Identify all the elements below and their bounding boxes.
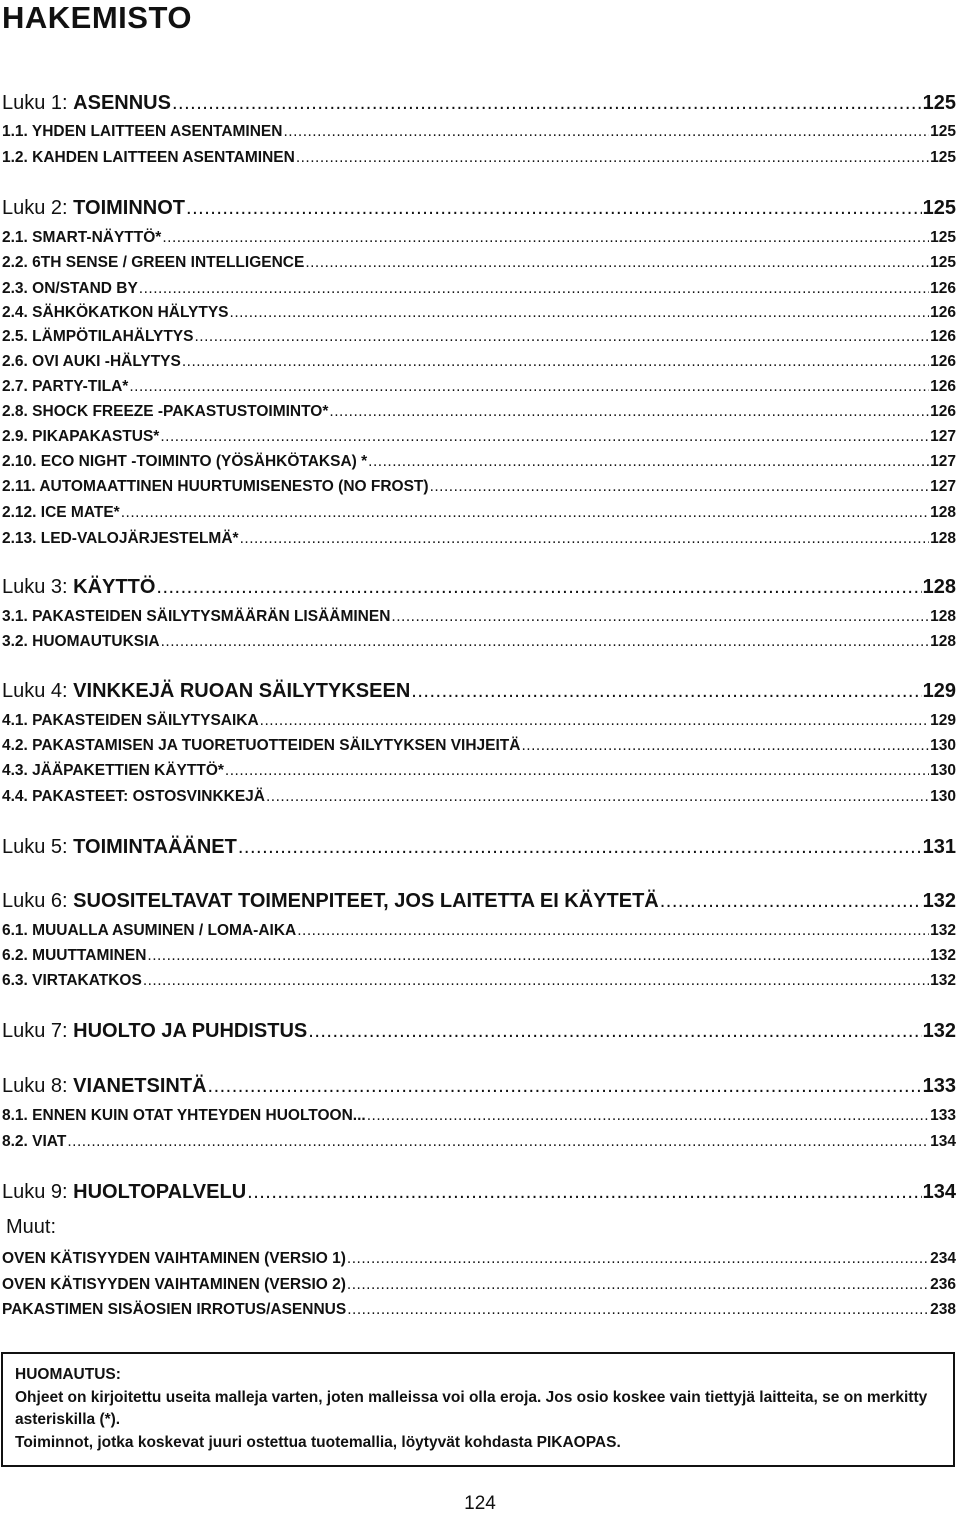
toc-chapter-name: ASENNUS [73,92,171,114]
toc-page-number: 126 [930,304,956,321]
dot-leader [266,788,929,806]
toc-section-row[interactable] [2,1301,956,1319]
toc-page-number: 126 [930,353,956,370]
toc-chapter-row[interactable] [2,92,956,115]
toc-page-number: 238 [930,1301,956,1318]
toc-page-number: 128 [930,504,956,521]
toc-chapter-name: VINKKEJÄ RUOAN SÄILYTYKSEEN [73,680,411,702]
toc-section-row[interactable] [2,712,956,730]
dot-leader [156,576,921,599]
dot-leader [347,1250,929,1268]
dot-leader [347,1276,929,1294]
toc-page-number: 128 [930,530,956,547]
toc-chapter-row[interactable] [2,1075,956,1098]
dot-leader [260,712,929,730]
toc-chapter-label [2,1181,246,1204]
toc-chapter-row[interactable] [2,890,956,913]
dot-leader [305,254,929,272]
dot-leader [283,123,929,141]
toc-chapter-prefix: Luku 4: [2,680,74,702]
toc-chapter-label [2,680,410,703]
toc-page-number: 132 [930,972,956,989]
toc-section-label: 6.1. MUUALLA ASUMINEN / LOMA-AIKA [2,922,297,939]
dot-leader [143,972,929,990]
toc-page-number: 132 [930,947,956,964]
toc-page-number: 125 [930,254,956,271]
note-text-1: Ohjeet on kirjoitettu useita malleja varten, joten malleissa voi olla eroja. Jos osio koskee vain tiettyjä laitteita, se on merkitty asteriskilla (*). [15,1388,928,1428]
toc-section-label: 6.3. VIRTAKATKOS [2,972,142,989]
toc-section-row[interactable] [2,737,956,755]
toc-page-number: 125 [930,229,956,246]
toc-section-label: 4.2. PAKASTAMISEN JA TUORETUOTTEIDEN SÄILYTYKSEN VIHJEITÄ [2,737,521,754]
toc-section-row[interactable] [2,972,956,990]
dot-leader [162,229,929,247]
dot-leader [430,478,930,496]
note-heading: HUOMAUTUS: [15,1366,121,1383]
toc-page-number: 125 [930,123,956,140]
dot-leader [160,428,929,446]
toc-page-number: 126 [930,328,956,345]
note-box [1,1352,955,1467]
toc-section-row[interactable] [2,229,956,247]
dot-leader [182,353,929,371]
toc-page-number: 128 [922,576,956,598]
toc-section-row[interactable] [2,922,956,940]
toc-page-number: 128 [930,633,956,650]
dot-leader [161,633,930,651]
toc-chapter-label [2,197,185,220]
toc-page-number: 132 [930,922,956,939]
dot-leader [139,280,929,298]
dot-leader [230,304,930,322]
toc-section-label: 3.2. HUOMAUTUKSIA [2,633,160,650]
dot-leader [238,836,922,859]
dot-leader [329,403,929,421]
toc-chapter-label [2,836,237,859]
toc-page-number: 234 [930,1250,956,1267]
toc-section-row[interactable] [2,1133,956,1151]
dot-leader [121,504,929,522]
toc-chapter-label [2,1020,307,1043]
toc-section-row[interactable] [2,304,956,322]
toc-chapter-row[interactable] [2,680,956,703]
toc-page-number: 126 [930,280,956,297]
dot-leader [67,1133,929,1151]
toc-section-label: 4.3. JÄÄPAKETTIEN KÄYTTÖ* [2,762,224,779]
toc-section-row[interactable] [2,1250,956,1268]
toc-page-number: 130 [930,737,956,754]
toc-chapter-prefix: Luku 7: [2,1020,74,1042]
toc-chapter-name: SUOSITELTAVAT TOIMENPITEET, JOS LAITETTA EI KÄYTETÄ [73,890,659,912]
page-title: HAKEMISTO [2,0,192,35]
toc-section-row[interactable] [2,478,956,496]
toc-page-number: 128 [930,608,956,625]
dot-leader [247,1181,921,1204]
toc-page-number: 125 [922,92,956,114]
toc-chapter-prefix: Luku 2: [2,197,74,219]
toc-section-label: 2.6. OVI AUKI -HÄLYTYS [2,353,181,370]
toc-page-number: 126 [930,378,956,395]
toc-chapter-name: HUOLTOPALVELU [73,1181,247,1203]
toc-page-number: 134 [930,1133,956,1150]
toc-section-label: 4.1. PAKASTEIDEN SÄILYTYSAIKA [2,712,259,729]
toc-section-label: 2.4. SÄHKÖKATKON HÄLYTYS [2,304,229,321]
dot-leader [347,1301,929,1319]
toc-chapter-label [2,92,171,115]
toc-section-row[interactable] [2,608,956,626]
toc-section-row[interactable] [2,254,956,272]
toc-section-label: 6.2. MUUTTAMINEN [2,947,147,964]
toc-section-row[interactable] [2,762,956,780]
toc-section-row[interactable] [2,123,956,141]
toc-chapter-name: VIANETSINTÄ [73,1075,207,1097]
dot-leader [660,890,922,913]
toc-chapter-label [2,576,155,599]
dot-leader [411,680,921,703]
toc-section-label: 2.12. ICE MATE* [2,504,120,521]
toc-section-row[interactable] [2,280,956,298]
toc-page-number: 132 [922,890,956,912]
toc-chapter-prefix: Luku 9: [2,1181,74,1203]
dot-leader [368,453,929,471]
toc-section-row[interactable] [2,530,956,548]
page-number: 124 [464,1493,496,1514]
toc-section-row[interactable] [2,1276,956,1294]
toc-section-row[interactable] [2,788,956,806]
toc-section-label: 8.1. ENNEN KUIN OTAT YHTEYDEN HUOLTOON... [2,1107,366,1124]
toc-section-label: 2.13. LED-VALOJÄRJESTELMÄ* [2,530,239,547]
dot-leader [172,92,922,115]
toc-section-row[interactable] [2,504,956,522]
dot-leader [308,1020,921,1043]
muut-heading: Muut: [6,1216,57,1238]
toc-section-label: 2.11. AUTOMAATTINEN HUURTUMISENESTO (NO FROST) [2,478,429,495]
toc-page-number: 133 [930,1107,956,1124]
dot-leader [367,1107,929,1125]
dot-leader [297,922,929,940]
toc-page-number: 127 [930,478,956,495]
toc-section-label: 1.1. YHDEN LAITTEEN ASENTAMINEN [2,123,283,140]
toc-section-label: 2.10. ECO NIGHT -TOIMINTO (YÖSÄHKÖTAKSA) * [2,453,368,470]
toc-section-label: PAKASTIMEN SISÄOSIEN IRROTUS/ASENNUS [2,1301,347,1318]
toc-page-number: 130 [930,762,956,779]
dot-leader [186,197,922,220]
toc-section-label: 1.2. KAHDEN LAITTEEN ASENTAMINEN [2,149,295,166]
toc-page-number: 127 [930,428,956,445]
toc-page-number: 125 [930,149,956,166]
toc-section-label: 2.3. ON/STAND BY [2,280,138,297]
toc-page-number: 130 [930,788,956,805]
dot-leader [240,530,930,548]
toc-section-label: 2.7. PARTY-TILA* [2,378,129,395]
toc-chapter-row[interactable] [2,836,956,859]
dot-leader [521,737,929,755]
dot-leader [129,378,929,396]
toc-chapter-name: HUOLTO JA PUHDISTUS [73,1020,308,1042]
dot-leader [208,1075,922,1098]
toc-page-number: 236 [930,1276,956,1293]
toc-chapter-prefix: Luku 6: [2,890,74,912]
toc-section-row[interactable] [2,428,956,446]
toc-chapter-prefix: Luku 1: [2,92,74,114]
dot-leader [296,149,929,167]
toc-chapter-prefix: Luku 5: [2,836,74,858]
toc-section-row[interactable] [2,328,956,346]
toc-page-number: 126 [930,403,956,420]
note-text-2: Toiminnot, jotka koskevat juuri ostettua tuotemallia, löytyvät kohdasta PIKAOPAS. [15,1433,621,1451]
toc-section-row[interactable] [2,947,956,965]
toc-section-row[interactable] [2,378,956,396]
dot-leader [147,947,929,965]
toc-page-number: 132 [922,1020,956,1042]
toc-page-number: 129 [922,680,956,702]
toc-chapter-name: TOIMINNOT [73,197,186,219]
toc-section-label: OVEN KÄTISYYDEN VAIHTAMINEN (VERSIO 1) [2,1250,346,1267]
toc-chapter-name: TOIMINTAÄÄNET [73,836,237,858]
toc-section-label: 2.1. SMART-NÄYTTÖ* [2,229,162,246]
toc-chapter-row[interactable] [2,197,956,220]
toc-page-number: 129 [930,712,956,729]
toc-chapter-row[interactable] [2,576,956,599]
toc-section-row[interactable] [2,633,956,651]
toc-section-row[interactable] [2,1107,956,1125]
toc-page-number: 134 [922,1181,956,1203]
toc-section-row[interactable] [2,149,956,167]
dot-leader [194,328,929,346]
toc-section-label: 2.9. PIKAPAKASTUS* [2,428,160,445]
toc-section-label: 4.4. PAKASTEET: OSTOSVINKKEJÄ [2,788,265,805]
toc-chapter-name: KÄYTTÖ [73,576,156,598]
toc-section-label: 3.1. PAKASTEIDEN SÄILYTYSMÄÄRÄN LISÄÄMINEN [2,608,391,625]
toc-section-row[interactable] [2,453,956,471]
dot-leader [391,608,929,626]
toc-section-label: 2.8. SHOCK FREEZE -PAKASTUSTOIMINTO* [2,403,329,420]
toc-chapter-label [2,1075,207,1098]
toc-page-number: 133 [922,1075,956,1097]
toc-chapter-row[interactable] [2,1020,956,1043]
toc-section-label: 2.5. LÄMPÖTILAHÄLYTYS [2,328,194,345]
dot-leader [225,762,929,780]
toc-section-row[interactable] [2,403,956,421]
toc-page-number: 125 [922,197,956,219]
toc-chapter-prefix: Luku 8: [2,1075,74,1097]
toc-chapter-prefix: Luku 3: [2,576,74,598]
toc-page-number: 127 [930,453,956,470]
toc-page-number: 131 [922,836,956,858]
toc-section-label: 2.2. 6TH SENSE / GREEN INTELLIGENCE [2,254,305,271]
toc-section-label: 8.2. VIAT [2,1133,67,1150]
toc-section-label: OVEN KÄTISYYDEN VAIHTAMINEN (VERSIO 2) [2,1276,346,1293]
toc-section-row[interactable] [2,353,956,371]
toc-chapter-row[interactable] [2,1181,956,1204]
toc-chapter-label [2,890,659,913]
